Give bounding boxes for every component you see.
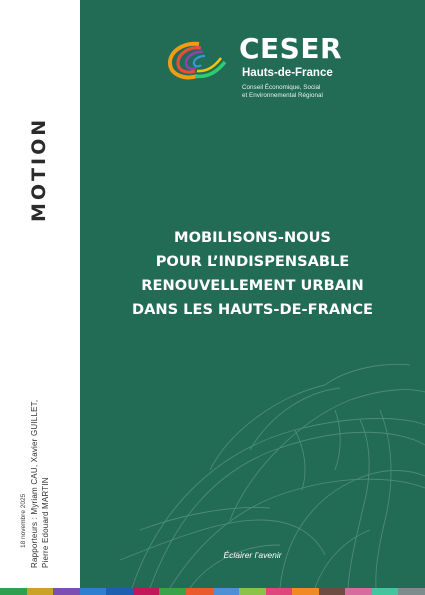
color-bar-segment — [27, 588, 54, 595]
color-bar-segment — [292, 588, 319, 595]
rapporteurs-line-1: Rapporteurs : Myriam CAU, Xavier GUILLET, — [30, 399, 39, 568]
color-bar-segment — [266, 588, 293, 595]
color-bar-segment — [133, 588, 160, 595]
title-line: RENOUVELLEMENT URBAIN — [141, 277, 364, 294]
tagline: Éclairer l’avenir — [223, 550, 282, 560]
color-bar-segment — [186, 588, 213, 595]
color-bar-segment — [213, 588, 240, 595]
document-title — [80, 226, 425, 322]
logo-subtitle — [242, 84, 323, 101]
title-line: MOBILISONS-NOUS — [174, 229, 331, 246]
color-bar-segment — [159, 588, 186, 595]
color-bar — [0, 588, 425, 595]
color-bar-segment — [106, 588, 133, 595]
logo-subtitle-line-1: Conseil Économique, Social — [242, 84, 321, 91]
color-bar-segment — [53, 588, 80, 595]
logo-region: Hauts-de-France — [242, 67, 333, 79]
color-bar-segment — [80, 588, 107, 595]
logo-name: CESER — [239, 32, 343, 65]
ceser-logo-icon — [165, 40, 231, 80]
color-bar-segment — [0, 588, 27, 595]
title-line: DANS LES HAUTS-DE-FRANCE — [131, 301, 374, 318]
cover-panel — [80, 0, 425, 588]
side-panel — [0, 0, 80, 588]
logo-subtitle-line-2: et Environnemental Régional — [242, 92, 323, 100]
color-bar-segment — [398, 588, 425, 595]
title-line: POUR L’INDISPENSABLE — [155, 253, 350, 270]
document-date: 18 novembre 2025 — [20, 493, 27, 548]
rapporteurs-line-2: Pierre Edouard MARTIN — [41, 477, 50, 568]
document-type-label: MOTION — [28, 116, 50, 222]
color-bar-segment — [345, 588, 372, 595]
color-bar-segment — [239, 588, 266, 595]
color-bar-segment — [319, 588, 346, 595]
color-bar-segment — [372, 588, 399, 595]
